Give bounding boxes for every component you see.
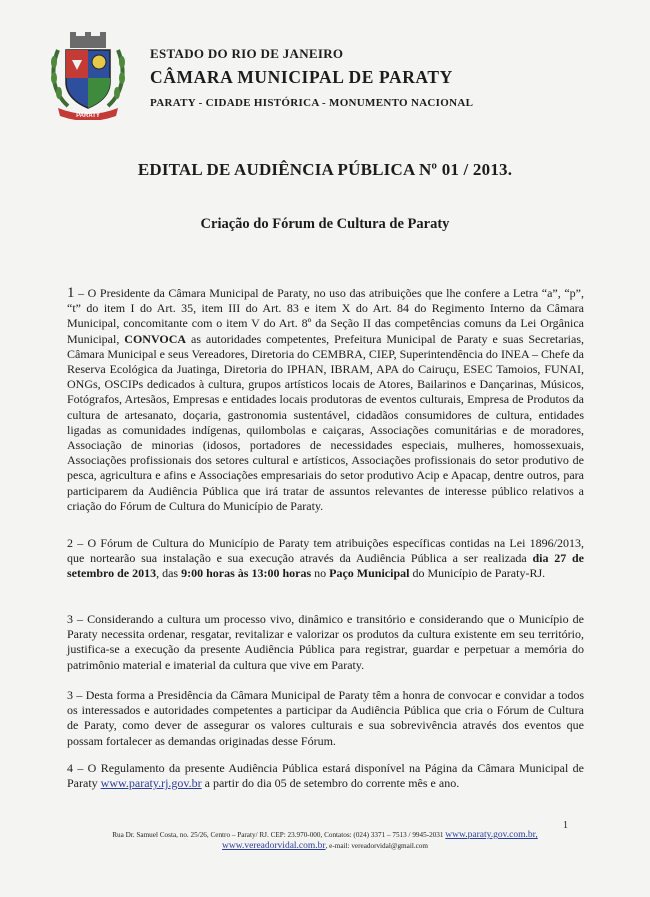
footer-link-vereador[interactable]: www.vereadorvidal.com.br — [221, 841, 326, 851]
paragraph-5: 4 – O Regulamento da presente Audiência Pública estará disponível na Página da Câmara Municipal de Paraty www.paraty.rj.gov.br a partir do dia 05 de setembro do corrente mês e ano. — [67, 761, 584, 791]
letterhead-tagline: PARATY - CIDADE HISTÓRICA - MONUMENTO NACIONAL — [150, 97, 474, 109]
state-name: ESTADO DO RIO DE JANEIRO — [150, 46, 344, 61]
footer — [0, 830, 650, 852]
document-subtitle: Criação do Fórum de Cultura de Paraty — [200, 216, 450, 232]
event-date: dia 27 de setembro de 2013 — [67, 551, 584, 581]
convoca-keyword: CONVOCA — [124, 331, 187, 346]
paragraph-2: 2 – O Fórum de Cultura do Município de Paraty tem atribuições específicas contidas na Lei 1896/2013, que nortearão sua instalação e sua execução através da Audiência Pública a ser realizada dia 27 de setembro de 2013, das 9:00 horas às 13:00 horas no Paço Municipal do Município de Paraty-RJ. — [67, 536, 584, 581]
paragraph-4: 3 – Desta forma a Presidência da Câmara Municipal de Paraty têm a honra de convocar e convidar a todos os interessados e autoridades competentes a participar da Audiência Pública que cria o Fórum de Cultura de Paraty, como dever de assegurar os valores culturais e sua sobrevivência através dos eventos que possam fortalecer as demandas originadas desse Fórum. — [67, 688, 584, 748]
letterhead — [150, 46, 620, 109]
footer-link-paraty[interactable]: www.paraty.gov.com.br, — [445, 830, 538, 840]
footer-email: , e-mail: vereadorvidal@gmail.com — [325, 842, 428, 850]
municipal-coat-of-arms-icon — [48, 30, 128, 120]
chamber-website-link[interactable]: www.paraty.rj.gov.br — [100, 776, 202, 791]
page-number: 1 — [563, 820, 568, 831]
event-place: Paço Municipal — [329, 566, 410, 581]
paragraph-3: 3 – Considerando a cultura um processo vivo, dinâmico e transitório e considerando que o Município de Paraty necessita ordenar, resgatar, revitalizar e valorizar os produtos da cultura existente em seu território, justifica-se a execução da presente Audiência Pública para registrar, guardar e perpetuar a memória do patrimônio material e imaterial da cultura que vive em Paraty. — [67, 612, 584, 672]
event-hours: 9:00 horas às 13:00 horas — [181, 566, 312, 581]
paragraph-number: 1 — [67, 285, 75, 301]
svg-text:PARATY: PARATY — [76, 113, 100, 119]
document-title: EDITAL DE AUDIÊNCIA PÚBLICA Nº 01 / 2013. — [137, 160, 513, 179]
footer-address: Rua Dr. Samuel Costa, no. 25/26, Centro – Paraty/ RJ. CEP: 23.970-000, Contatos: (024) 3371 – 7513 / 9945-2031 — [112, 831, 446, 839]
chamber-name: CÂMARA MUNICIPAL DE PARATY — [150, 67, 453, 87]
paragraph-1: 1 – O Presidente da Câmara Municipal de Paraty, no uso das atribuições que lhe confere a Letra “a”, “p”, “t” do item I do Art. 35, item III do Art. 83 e item X do Art. 84 do Regimento Interno da Câmara Municipal, concomitante com o item V do Art. 8º da Seção II das competências comuns da Lei Orgânica Municipal, CONVOCA as autoridades competentes, Prefeitura Municipal de Paraty e suas Secretarias, Câmara Municipal e seus Vereadores, Diretoria do CEMBRA, CIEP, Superintendência do INEA – Chefe da Reserva Ecológica da Juatinga, Diretoria do IPHAN, IBRAM, APA do Cairuçu, ESEC Tamoios, FUNAI, ONGs, OSCIPs dedicados à cultura, grupos artísticos locais de Atores, Bailarinos e Dançarinas, Músicos, Fotógrafos, Artesãos, Empresas e entidades locais produtoras de eventos culturais, Empresa de Produtos da cultura de artesanato, doçaria, gastronomia sustentável, cidadãos consumidores de cultura, entidades ligadas as comunidades indígenas, quilombolas e caiçaras, Associações comunitárias e de moradores, Associação de minorias (idosos, portadores de necessidades especiais, mulheres, homossexuais, Associações profissionais dos setores cultural e artísticos, Associações profissionais do setor produtivo de pesca, agricultura e afins e Associações empresariais do setor produtivo Acip e Apacap, dentre outros, para participarem da Audiência Pública que irá tratar de assuntos relevantes de interesse público relativos a criação do Fórum de Cultura do Município de Paraty. — [67, 285, 585, 513]
